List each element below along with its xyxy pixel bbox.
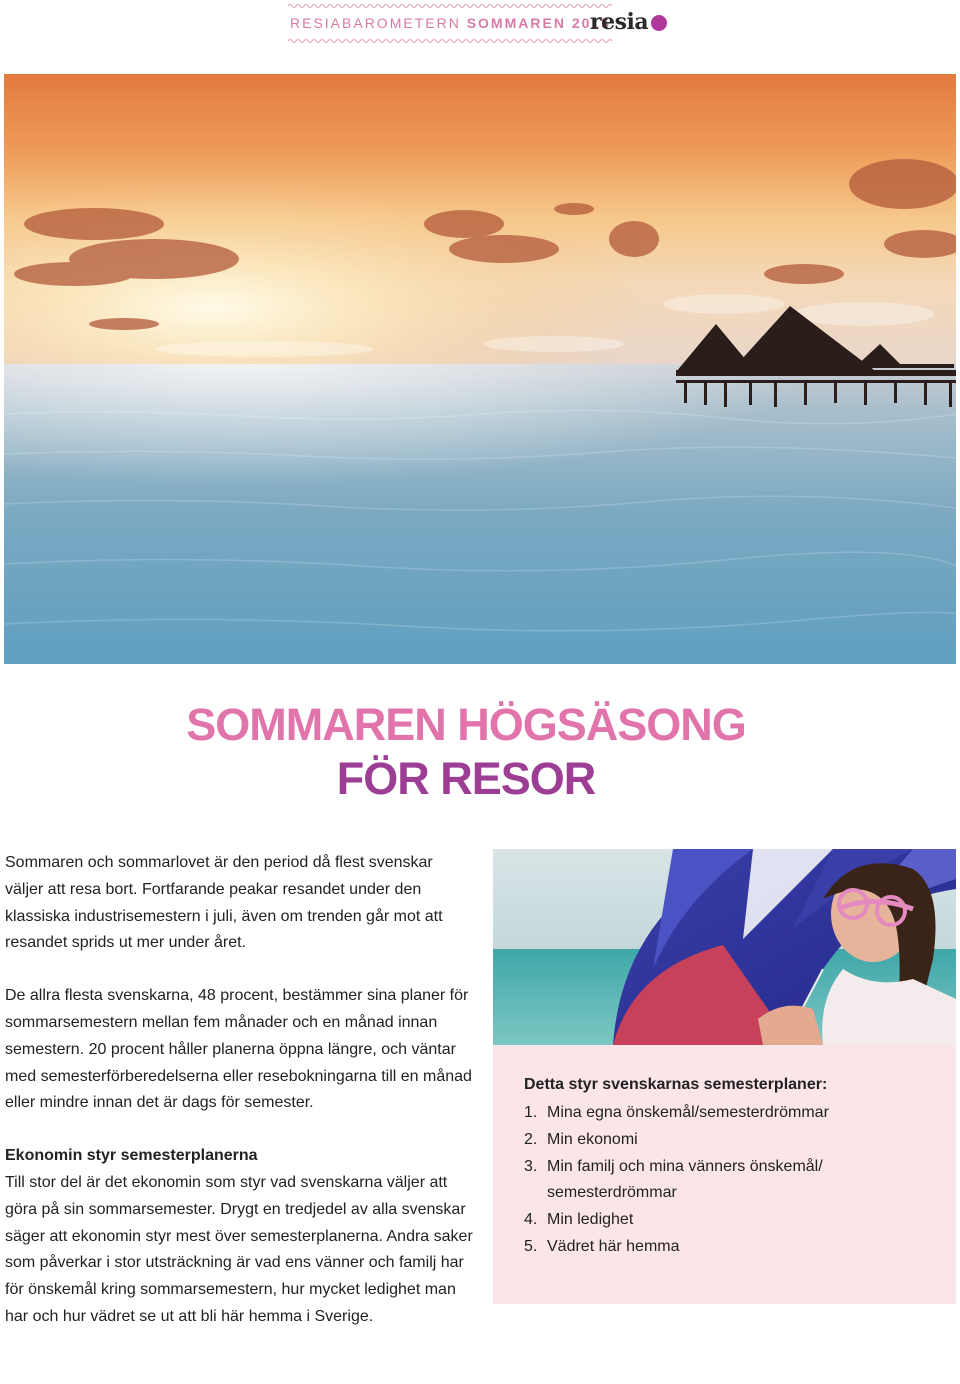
page-headline: [0, 698, 932, 806]
header-title-bold: SOMMAREN 2015: [466, 15, 611, 31]
header-wave-top: [288, 3, 614, 9]
article-paragraph-2: De allra flesta svenskarna, 48 procent, bestämmer sina planer för sommarsemestern mellan fem månader och en månad innan semestern. 20 procent håller planerna öppna längre, och väntar med semesterförberedelserna eller resebokningarna till en månad eller mindre innan det är dags för semester.: [5, 987, 472, 1112]
woman-with-umbrella-photo-icon: [493, 849, 956, 1045]
header-title-light: RESIABAROMETERN: [290, 15, 461, 31]
list-number: 4.: [524, 1211, 538, 1229]
list-text: Min ekonomi: [547, 1130, 638, 1148]
header-wave-bottom: [288, 38, 614, 44]
logo-text: resia: [590, 9, 649, 35]
article-paragraph-3: Till stor del är det ekonomin som styr vad svenskarna väljer att göra på sin sommarsemester. Drygt en tredjedel av alla svenskar säger att ekonomin styr mest över semesterplanerna. Andra saker som påverkar i stor utsträckning är vad ens vänner och familj har för önskemål kring sommarsemestern, hur mycket ledighet man har och hur vädret se ut att bli här hemma i Sverige.: [5, 1173, 473, 1325]
page-header: [0, 0, 960, 48]
article-paragraph-1: Sommaren och sommarlovet är den period då flest svenskar väljer att resa bort. Fortfarande peakar resandet under den klassiska industrisemestern i juli, även om trenden går mot att resandet sprids ut mer under året.: [5, 854, 443, 952]
list-number: 3.: [524, 1157, 538, 1175]
list-text: Min ledighet: [547, 1211, 634, 1229]
factbox-list-item: [524, 1234, 924, 1261]
factbox-title: Detta styr svenskarnas semesterplaner:: [524, 1076, 828, 1093]
list-number: 2.: [524, 1130, 538, 1148]
maldives-sunset-photo-icon: [4, 74, 956, 664]
list-text: Min familj och mina vänners önskemål/ semesterdrömmar: [547, 1157, 823, 1202]
hero-image: [4, 74, 956, 664]
logo-dot-icon: [651, 15, 667, 31]
factbox: [493, 1045, 956, 1304]
list-text: Mina egna önskemål/semesterdrömmar: [547, 1104, 829, 1121]
headline-line1: SOMMAREN HÖGSÄSONG: [186, 699, 746, 750]
factbox-list-item: [524, 1100, 924, 1127]
factbox-list-item: [524, 1154, 924, 1208]
factbox-list: [524, 1100, 924, 1261]
headline-line2: FÖR RESOR: [336, 753, 596, 804]
list-number: 1.: [524, 1104, 538, 1121]
factbox-list-item: [524, 1207, 924, 1234]
resia-logo: [590, 7, 667, 37]
header-title: [290, 15, 611, 31]
factbox-list-item: [524, 1127, 924, 1154]
article-body: [5, 850, 475, 1331]
article-subheading: Ekonomin styr semesterplanerna: [5, 1147, 258, 1165]
list-text: Vädret här hemma: [547, 1237, 680, 1255]
list-number: 5.: [524, 1237, 538, 1255]
umbrella-photo: [493, 849, 956, 1045]
